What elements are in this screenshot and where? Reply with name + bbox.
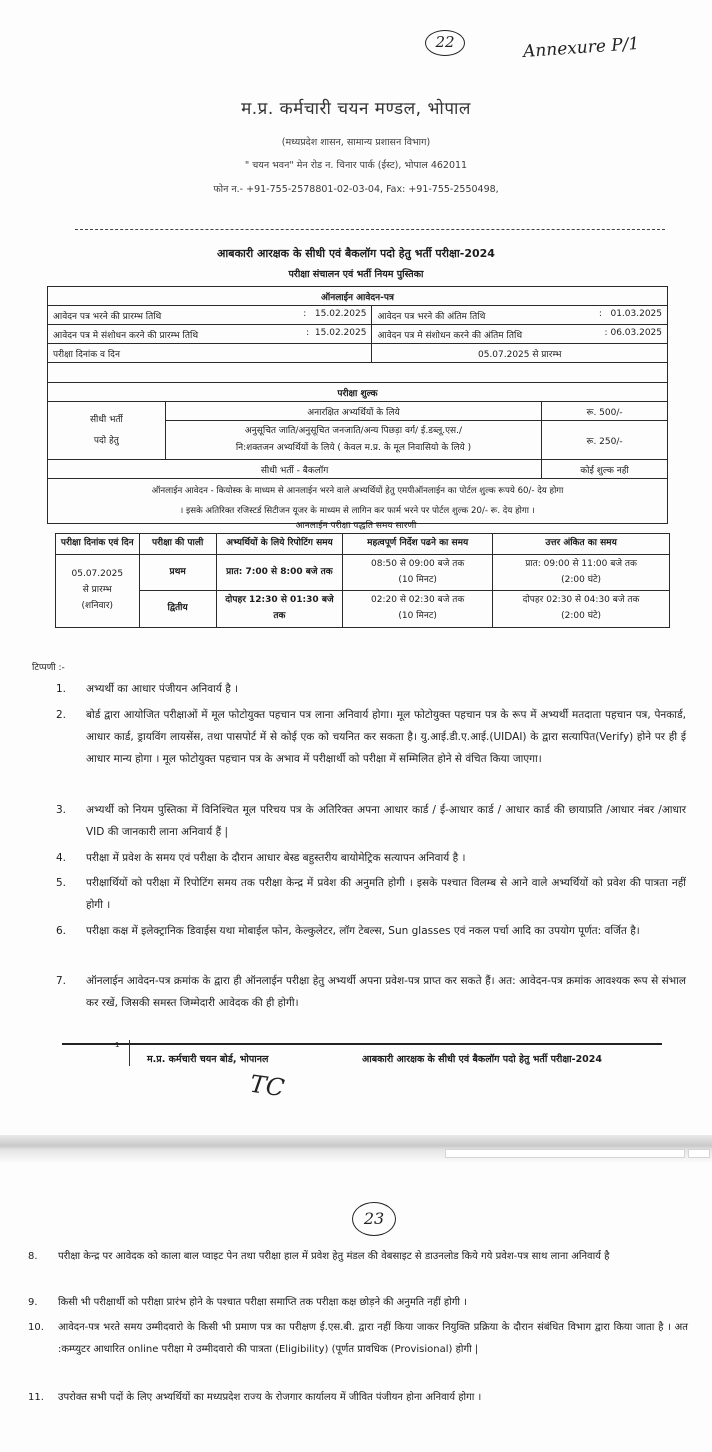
footer-exam-title: आबकारी आरक्षक के सीधी एवं बैकलॉग पदो हेतु भर्ती परीक्षा-2024 bbox=[362, 1054, 603, 1065]
note-number: 3. bbox=[56, 804, 67, 816]
fee-category-reserved-line1: अनुसूचित जाति/अनुसूचित जनजाति/अन्य पिछड़ा वर्ग/ ई.डब्लू.एस./ bbox=[244, 426, 463, 436]
app-start-date: 15.02.2025 bbox=[314, 308, 367, 319]
direct-label-line1: सीधी भर्ती bbox=[89, 414, 123, 425]
note-number: 11. bbox=[28, 1392, 44, 1403]
app-end-label: आवेदन पत्र भरने की अंतिम तिथि bbox=[377, 311, 486, 322]
portal-note-line1: ऑनलाईन आवेदन - कियोस्क के माध्यम से आनलाईन भरने वाले अभ्यर्थियों हेतु एमपीऑनलाईन का पोर्टल शुल्क रूपये 60/- देय होगा bbox=[151, 486, 564, 496]
faded-scan-text bbox=[200, 208, 203, 216]
fee-category-reserved bbox=[165, 421, 541, 460]
note-item bbox=[56, 704, 686, 770]
note-text: उपरोक्त सभी पदों के लिए अभ्यर्थियों का मध्यप्रदेश राज्य के रोजगार कार्यालय में जीवित पंजीयन होना अनिवार्य होगा । bbox=[58, 1392, 482, 1403]
department-name: (मध्यप्रदेश शासन, सामान्य प्रशासन विभाग) bbox=[281, 137, 431, 148]
exam-day: (शनिवार) bbox=[81, 600, 114, 611]
note-text: परीक्षा में प्रवेश के समय एवं परीक्षा के दौरान आधार बेस्ड बहुस्तरीय बायोमेट्रिक सत्यापन अनिवार्य है । bbox=[86, 852, 466, 864]
instructions-time bbox=[343, 591, 493, 628]
exam-date-label: परीक्षा दिनांक व दिन bbox=[48, 344, 372, 363]
note-item bbox=[56, 847, 686, 869]
portal-fee-note bbox=[48, 479, 668, 524]
table-row bbox=[48, 344, 668, 363]
table-row bbox=[48, 402, 668, 421]
answering-range: दोपहर 02:30 से 04:30 बजे तक bbox=[522, 595, 640, 606]
note-text: किसी भी परीक्षार्थी को परीक्षा प्रारंभ होने के पश्चात परीक्षा समाप्ति तक परीक्षा कक्ष छोड़ने की अनुमति नहीं होगी । bbox=[58, 1297, 467, 1308]
table-header-row bbox=[56, 534, 670, 555]
footer-vertical-rule bbox=[129, 1040, 130, 1066]
handwritten-initials: TC bbox=[248, 1069, 287, 1103]
note-text: आवेदन-पत्र भरते समय उम्मीदवारो के किसी भी प्रमाण पत्र का परीक्षण ई.एस.बी. द्वारा नहीं किया जाकर नियुक्ति प्रक्रिया के दौरान संबंधित विभाग द्वारा किया जाता है । अत :कम्प्युटर आधारित online परीक्षा मे उम्मीदवारो की पात्रता (Eligibility) (पूर्णत प्रावधिक (Provisional) होगी | bbox=[58, 1322, 688, 1355]
answering-duration: (2:00 घंटे) bbox=[561, 611, 602, 621]
instructions-range: 02:20 से 02:30 बजे तक bbox=[371, 595, 465, 606]
note-text: बोर्ड द्वारा आयोजित परीक्षाओं में मूल फोटोयुक्त पहचान पत्र लाना अनिवार्य होगा। मूल फोटोयुक्त पहचान पत्र के रूप में अभ्यर्थी मतदाता पहचान पत्र, पेनकार्ड, आधार कार्ड, ड्रायविंग लायसेंस, तथा पासपोर्ट में से कोई एक को चयनित कर सकता है। यु.आई.डी.ए.आई.(UIDAI) के द्वारा सत्यापित(Verify) होने पर ही ई आधार मान्य होगा । मूल फोटोयुक्त पहचान पत्र के अभाव में परीक्षार्थी को परीक्षा में सम्मिलित होने से वंचित किया जाएगा। bbox=[86, 709, 686, 765]
colon: : bbox=[598, 308, 602, 319]
exam-date: 05.07.2025 bbox=[71, 569, 124, 580]
note-text: ऑनलाईन आवेदन-पत्र क्रमांक के द्वारा ही ऑनलाईन परीक्षा हेतु अभ्यर्थी अपना प्रवेश-पत्र प्राप्त कर सकते हैं। अत: आवेदन-पत्र क्रमांक आवश्यक रूप से संभाल कर रखें, जिसकी समस्त जिम्मेदारी आवेदक की ही होगी। bbox=[86, 975, 686, 1009]
note-number: 10. bbox=[28, 1322, 44, 1333]
table-row bbox=[56, 554, 670, 591]
direct-recruitment-label bbox=[48, 402, 166, 460]
note-item bbox=[56, 799, 686, 843]
colon: : bbox=[303, 308, 307, 319]
edit-end-label: आवेदन पत्र मे संशोधन करने की अंतिम तिथि bbox=[377, 330, 523, 341]
note-item bbox=[28, 1292, 688, 1314]
edit-start-date: 15.02.2025 bbox=[314, 327, 367, 338]
note-item bbox=[28, 1246, 688, 1268]
answering-time bbox=[493, 554, 670, 591]
instructions-duration: (10 मिनट) bbox=[398, 574, 437, 585]
portal-note-line2: । इसके अतिरिक्त रजिस्टर्ड सिटीजन यूजर के माध्यम से लागिन कर फार्म भरने पर पोर्टल शुल्क 20/- रू. देय होगा । bbox=[180, 506, 535, 516]
blank-row bbox=[48, 363, 668, 383]
note-item bbox=[56, 920, 686, 942]
exam-date-cell bbox=[56, 554, 140, 627]
col-header-reporting: अभ्यर्थियों के लिये रिपोटिंग समय bbox=[216, 534, 342, 555]
app-start-label: आवेदन पत्र भरने की प्रारम्भ तिथि bbox=[53, 311, 162, 322]
table-row bbox=[56, 591, 670, 628]
app-end-date: 01.03.2025 bbox=[610, 308, 662, 319]
note-number: 9. bbox=[28, 1297, 38, 1308]
edit-start-label: आवेदन पत्र मे संशोधन करने की प्रारम्भ तिथि bbox=[53, 330, 199, 341]
fee-category-reserved-line2: नि:शक्तजन अभ्यर्थियों के लिये ( केवल म.प्र. के मूल निवासियो के लिये ) bbox=[235, 443, 472, 453]
note-item bbox=[56, 970, 686, 1014]
application-fee-table bbox=[47, 286, 668, 524]
fee-heading: परीक्षा शुल्क bbox=[48, 383, 668, 402]
contact-info: फोन न.- +91-755-2578801-02-03-04, Fax: +91-755-2550498, bbox=[213, 184, 499, 195]
table-row bbox=[48, 325, 668, 344]
note-number: 4. bbox=[56, 852, 67, 864]
fee-amount-reserved: रू. 250/- bbox=[542, 421, 668, 460]
note-number: 6. bbox=[56, 925, 67, 937]
fee-category-unreserved: अनारक्षित अभ्यर्थियों के लिये bbox=[165, 402, 541, 421]
application-heading: ऑनलाईन आवेदन-पत्र bbox=[48, 287, 668, 306]
address: " चयन भवन" मेन रोड न. चिनार पार्क (ईस्ट), भोपाल 462011 bbox=[244, 160, 468, 171]
note-text: अभ्यर्थी का आधार पंजीयन अनिवार्य है । bbox=[86, 683, 239, 695]
fee-amount-unreserved: रू. 500/- bbox=[542, 402, 668, 421]
document-title: आबकारी आरक्षक के सीधी एवं बैकलॉग पदो हेतु भर्ती परीक्षा-2024 bbox=[217, 247, 495, 260]
reporting-time: प्रात: 7:00 से 8:00 बजे तक bbox=[216, 554, 342, 591]
backlog-label: सीधी भर्ती - बैकलॉग bbox=[48, 460, 542, 479]
notes-heading: टिप्पणी :- bbox=[32, 663, 65, 673]
viewer-field bbox=[688, 1149, 710, 1158]
col-header-shift: परीक्षा की पाली bbox=[139, 534, 216, 555]
instructions-range: 08:50 से 09:00 बजे तक bbox=[371, 558, 465, 569]
colon: : bbox=[306, 327, 310, 338]
shift-name: प्रथम bbox=[139, 554, 216, 591]
instructions-time bbox=[343, 554, 493, 591]
note-item bbox=[28, 1387, 688, 1409]
schedule-caption: आनलाईन परीक्षा पद्धति समय सारणी bbox=[295, 521, 417, 531]
note-text: परीक्षार्थियों को परीक्षा में रिपोटिंग समय तक परीक्षा केन्द्र में प्रवेश की अनुमति होगी । इसके पश्चात विलम्ब से आने वाले अभ्यर्थियों को प्रवेश की पात्रता नहीं होगी । bbox=[86, 877, 686, 911]
header-divider bbox=[75, 229, 665, 230]
note-number: 8. bbox=[28, 1251, 38, 1262]
handwritten-annexure-label: Annexure P/1 bbox=[522, 33, 640, 63]
note-text: परीक्षा कक्ष में इलेक्ट्रानिक डिवाईस यथा मोबाईल फोन, केल्कुलेटर, लॉग टेबल्स, Sun glasses एवं नकल पर्चा आदि का उपयोग पूर्णत: वर्जित है। bbox=[86, 925, 640, 937]
document-subtitle: परीक्षा संचालन एवं भर्ती नियम पुस्तिका bbox=[288, 269, 424, 280]
answering-range: प्रात: 09:00 से 11:00 बजे तक bbox=[525, 558, 637, 569]
answering-time bbox=[493, 591, 670, 628]
note-number: 1. bbox=[56, 683, 67, 695]
note-number: 7. bbox=[56, 975, 67, 987]
reporting-time: दोपहर 12:30 से 01:30 बजे तक bbox=[216, 591, 342, 628]
footer-page-number: 1 bbox=[115, 1041, 120, 1049]
backlog-fee: कोई शुल्क नही bbox=[542, 460, 668, 479]
note-text: अभ्यर्थी को नियम पुस्तिका में विनिश्चित मूल परिचय पत्र के अतिरिक्त अपना आधार कार्ड / ई-आधार कार्ड / आधार कार्ड की छायाप्रति /आधार नंबर /आधार VID की जानकारी लाना अनिवार्य हैं | bbox=[86, 804, 686, 838]
shift-name: द्वितीय bbox=[139, 591, 216, 628]
col-header-instructions: महत्वपूर्ण निर्देश पढने का समय bbox=[343, 534, 493, 555]
exam-date-start: से प्रारम्भ bbox=[82, 584, 112, 595]
document-page-2 bbox=[0, 1162, 712, 1452]
footer-org: म.प्र. कर्मचारी चयन बोर्ड, भोपानल bbox=[147, 1054, 269, 1065]
handwritten-page-number: 22 bbox=[425, 30, 465, 56]
direct-label-line2: पदो हेतु bbox=[93, 435, 119, 446]
note-number: 2. bbox=[56, 709, 67, 721]
col-header-date: परीक्षा दिनांक एवं दिन bbox=[56, 534, 140, 555]
handwritten-page-number: 23 bbox=[352, 1202, 396, 1236]
page-break-viewer-bar bbox=[0, 1135, 712, 1162]
footer-divider bbox=[62, 1043, 662, 1045]
exam-schedule-table bbox=[55, 533, 670, 628]
note-text: परीक्षा केन्द्र पर आवेदक को काला बाल प्वाइट पेन तथा परीक्षा हाल में प्रवेश हेतु मंडल की वेबसाइट से डाउनलोड किये गये प्रवेश-पत्र साथ लाना अनिवार्य है bbox=[58, 1251, 610, 1262]
note-item bbox=[56, 872, 686, 916]
colon: : bbox=[604, 327, 608, 338]
table-row bbox=[48, 306, 668, 325]
note-item bbox=[56, 678, 686, 700]
note-number: 5. bbox=[56, 877, 67, 889]
note-item bbox=[28, 1317, 688, 1361]
col-header-answering: उत्तर अंकित का समय bbox=[493, 534, 670, 555]
org-name: म.प्र. कर्मचारी चयन मण्डल, भोपाल bbox=[241, 99, 471, 119]
edit-end-date: 06.03.2025 bbox=[610, 327, 662, 338]
exam-date-value: 05.07.2025 से प्रारम्भ bbox=[372, 344, 668, 363]
answering-duration: (2:00 घंटे) bbox=[561, 574, 602, 585]
table-row bbox=[48, 460, 668, 479]
viewer-field bbox=[445, 1149, 685, 1158]
instructions-duration: (10 मिनट) bbox=[398, 611, 437, 621]
